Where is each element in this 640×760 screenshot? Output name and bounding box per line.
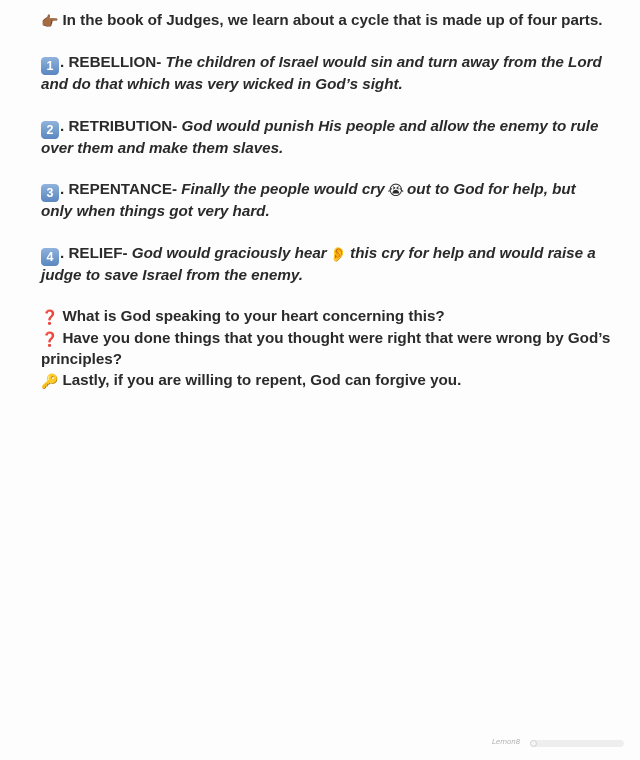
part-title: RELIEF- [68,244,128,262]
lemon8-watermark-logo: Lemon8 [492,738,521,746]
closing-line [41,371,611,393]
question-text: What is God speaking to your heart concerning this? [62,308,445,326]
watermark-username-bar [530,740,624,747]
number-two-badge: 2 [41,121,59,139]
crying-face-icon: 😭 [387,183,405,200]
post-content [41,11,611,393]
question-mark-icon: ❓ [41,331,59,348]
key-icon: 🔑 [41,373,59,390]
part-description: The children of Israel would sin and turn away from the Lord and do that which was very wicked in God’s sight. [41,54,602,94]
number-one-badge: 1 [41,57,59,75]
reflection-question [41,329,611,371]
reflection-question [41,307,611,329]
part-description-end: this cry for help and would raise a judge to save Israel from the enemy. [41,244,596,284]
pointing-hand-icon: 👉🏾 [41,14,59,30]
intro-paragraph [41,11,611,33]
question-mark-icon: ❓ [41,310,59,327]
cycle-part-relief: 4 . RELIEF- God would graciously hear 👂 this cry for help and would raise a judge to save Israel from the enemy. [41,244,596,284]
part-title: RETRIBUTION- [68,117,178,135]
part-description-start: God would graciously hear [131,244,327,262]
part-description-end: out to God for help, but only when things got very hard. [41,181,576,221]
part-description-start: Finally the people would cry [181,181,385,199]
ear-icon: 👂 [329,246,348,263]
number-four-badge: 4 [41,248,59,266]
watermark-avatar-icon [530,740,537,747]
cycle-part-rebellion: 1 . REBELLION- The children of Israel would sin and turn away from the Lord and do that which was very wicked in God’s sight. [41,54,602,94]
part-title: REPENTANCE- [68,181,178,199]
cycle-part-retribution: 2 . RETRIBUTION- God would punish His people and allow the enemy to rule over them and make them slaves. [41,117,599,157]
question-text: Have you done things that you thought were right that were wrong by God’s principles? [41,329,611,369]
part-title: REBELLION- [68,54,162,72]
intro-text: In the book of Judges, we learn about a cycle that is made up of four parts. [62,12,603,29]
part-description: God would punish His people and allow the enemy to rule over them and make them slaves. [41,117,599,157]
closing-text: Lastly, if you are willing to repent, God can forgive you. [62,371,462,389]
cycle-part-repentance: 3 . REPENTANCE- Finally the people would cry 😭 out to God for help, but only when things got very hard. [41,181,576,221]
number-three-badge: 3 [41,184,59,202]
